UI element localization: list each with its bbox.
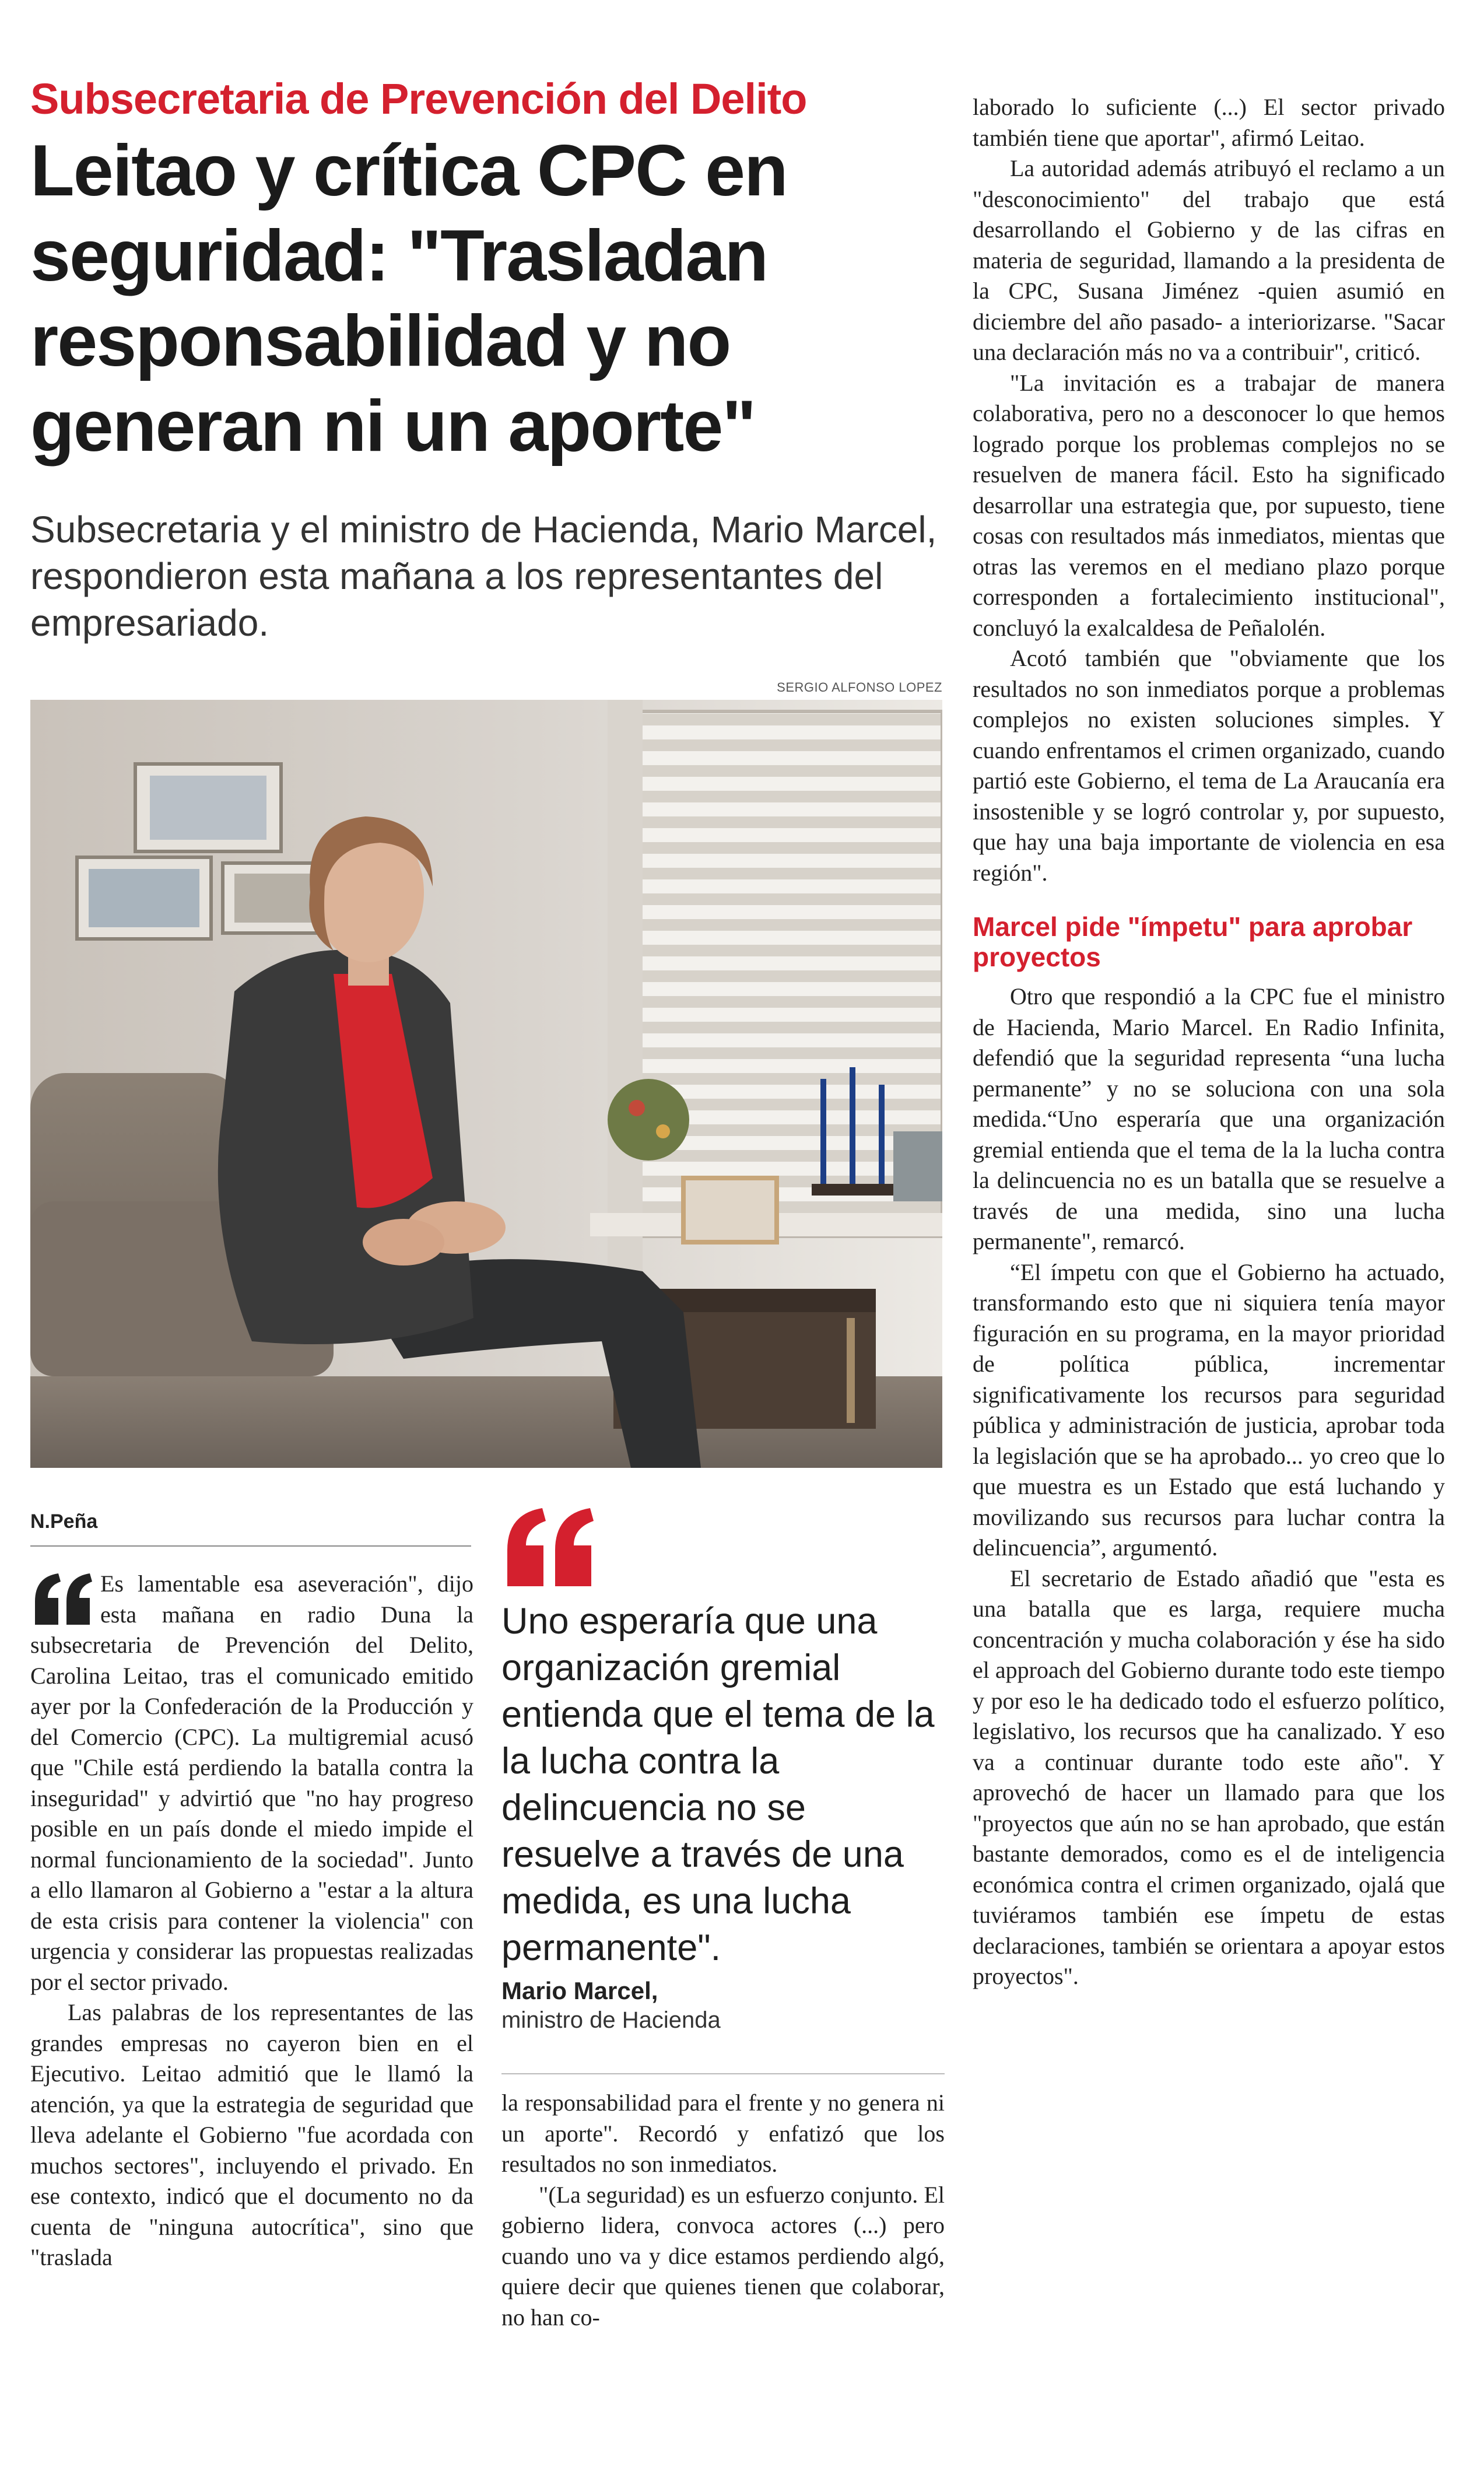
paragraph-2: Las palabras de los representantes de las grandes empresas no cayeron bien en el Ejecutivo. Leitao admitió que le llamó la atención, ya que la estrategia de seguridad que lleva adelante el Gobierno "fue acordada con muchos sectores", incluyendo el privado. En ese contexto, indicó que el documento no da cuenta de "ninguna autocrítica", sino que "traslada <box>30 1999 473 2270</box>
pull-quote-mark-icon <box>501 1505 601 1592</box>
byline-divider <box>30 1545 471 1547</box>
paragraph-3: la responsabilidad para el frente y no genera ni un aporte". Recordó y enfatizó que los resultados no son inmediatos. <box>501 2090 945 2177</box>
paragraph-1 <box>30 1569 473 1997</box>
paragraph-4: "(La seguridad) es un esfuerzo conjunto. El gobierno lidera, convoca actores (...) pero cuando uno va y dice estamos perdiendo algó, quiere decir que quienes tienen que colaborar, no han co- <box>501 2181 945 2330</box>
paragraph-11: El secretario de Estado añadió que "esta es una batalla que es larga, requiere mucha concentración y mucha colaboración y ése ha sido el approach del Gobierno durante todo este tiempo y por eso le ha dedicado todo el esfuerzo político, legislativo, los recursos que ha canalizado. Y eso va a continuar durante todo este año". Y aprovechó de hacer un llamado para que los "proyectos que aún no se han aprobado, que están bastante demorados, como es el de inteligencia económica contra el crimen organizado, ojalá que tuviéramos también ese ímpetu de estas declaraciones, también se orientara a apoyar estos proyectos". <box>973 1565 1445 1989</box>
pull-quote-role: ministro de Hacienda <box>501 2007 721 2033</box>
byline: N.Peña <box>30 1510 98 1533</box>
section-kicker: Subsecretaria de Prevención del Delito <box>30 75 807 123</box>
paragraph-1-text: Es lamentable esa aseveración", dijo esta mañana en radio Duna la subsecretaria de Prevención del Delito, Carolina Leitao, tras el comunicado emitido ayer por la Confederación de la Producción y del Comercio (CPC). La multigremial acusó que "Chile está perdiendo la batalla contra la inseguridad" y advirtió que "no hay progreso posible en un país donde el miedo impide el normal funcionamiento de la sociedad". Junto a ello llamaron al Gobierno a "estar a la altura de esta crisis para contener la violencia" con urgencia y considerar las propuestas realizadas por el sector privado. <box>30 1570 473 1995</box>
paragraph-6: La autoridad además atribuyó el reclamo a un "desconocimiento" del trabajo que está desarrollando el Gobierno y de las cifras en materia de seguridad, llamando a la presidenta de la CPC, Susana Jiménez -quien asumió en diciembre del año pasado- a interiorizarse. "Sacar una declaración más no va a contribuir", criticó. <box>973 155 1445 365</box>
paragraph-10: “El ímpetu con que el Gobierno ha actuado, transformando esto que ni siquiera tenía mayor figuración en su programa, en la mayor prioridad de política pública, incrementar significativamente los recursos para seguridad pública y administración de justicia, aprobar toda la legislación que se ha aprobado... yo creo que lo que muestra es un Estado que está luchando y movilizando sus recursos para luchar contra la delincuencia”, argumentó. <box>973 1258 1445 1561</box>
portrait-illustration <box>30 700 942 1468</box>
pull-quote-author: Mario Marcel, <box>501 1977 658 2004</box>
section-heading-marcel: Marcel pide "ímpetu" para aprobar proyectos <box>973 912 1413 972</box>
article-photo <box>30 700 942 1468</box>
paragraph-7: "La invitación es a trabajar de manera colaborativa, pero no a desconocer lo que hemos logrado porque los problemas complejos no se resuelven de manera fácil. Esto ha significado desarrollar una estrategia que, por supuesto, tiene cosas con resultados más inmediatos, mientas que otras las veremos en el mediano plazo porque corresponden a fortalecimiento institucional", concluyó la exalcaldesa de Peñalolén. <box>973 369 1445 641</box>
headline: Leitao y crítica CPC en seguridad: "Trasladan responsabilidad y no generan ni un aporte" <box>30 131 787 467</box>
pull-quote-divider <box>501 2073 945 2074</box>
subheadline: Subsecretaria y el ministro de Hacienda, Mario Marcel, respondieron esta mañana a los representantes del empresariado. <box>30 509 937 644</box>
opening-quote-icon <box>30 1571 96 1629</box>
paragraph-5: laborado lo suficiente (...) El sector privado también tiene que aportar", afirmó Leitao. <box>973 94 1445 151</box>
body-column-2 <box>501 2088 945 2333</box>
pull-quote-text: Uno esperaría que una organización gremial entienda que el tema de la la lucha contra la delincuencia no se resuelve a través de una medida, es una lucha permanente". <box>501 1601 935 1968</box>
photo-credit: SERGIO ALFONSO LOPEZ <box>777 680 942 695</box>
paragraph-9: Otro que respondió a la CPC fue el ministro de Hacienda, Mario Marcel. En Radio Infinita, defendió que la seguridad representa “una lucha permanente” y no se soluciona con una sola medida.“Uno esperaría que una organización gremial entienda que el tema de la la lucha contra la delincuencia no es un batalla que se resuelve a través de una medida, sino una lucha permanente", remarcó. <box>973 983 1445 1254</box>
paragraph-8: Acotó también que "obviamente que los resultados no son inmediatos porque a problemas complejos no existen soluciones simples. Y cuando enfrentamos el crimen organizado, cuando partió este Gobierno, el tema de La Araucanía era insostenible y se logró controlar y, por supuesto, que hay una baja importante de violencia en esa región". <box>973 645 1445 886</box>
body-column-3 <box>973 92 1445 1992</box>
body-column-1 <box>30 1569 473 2273</box>
